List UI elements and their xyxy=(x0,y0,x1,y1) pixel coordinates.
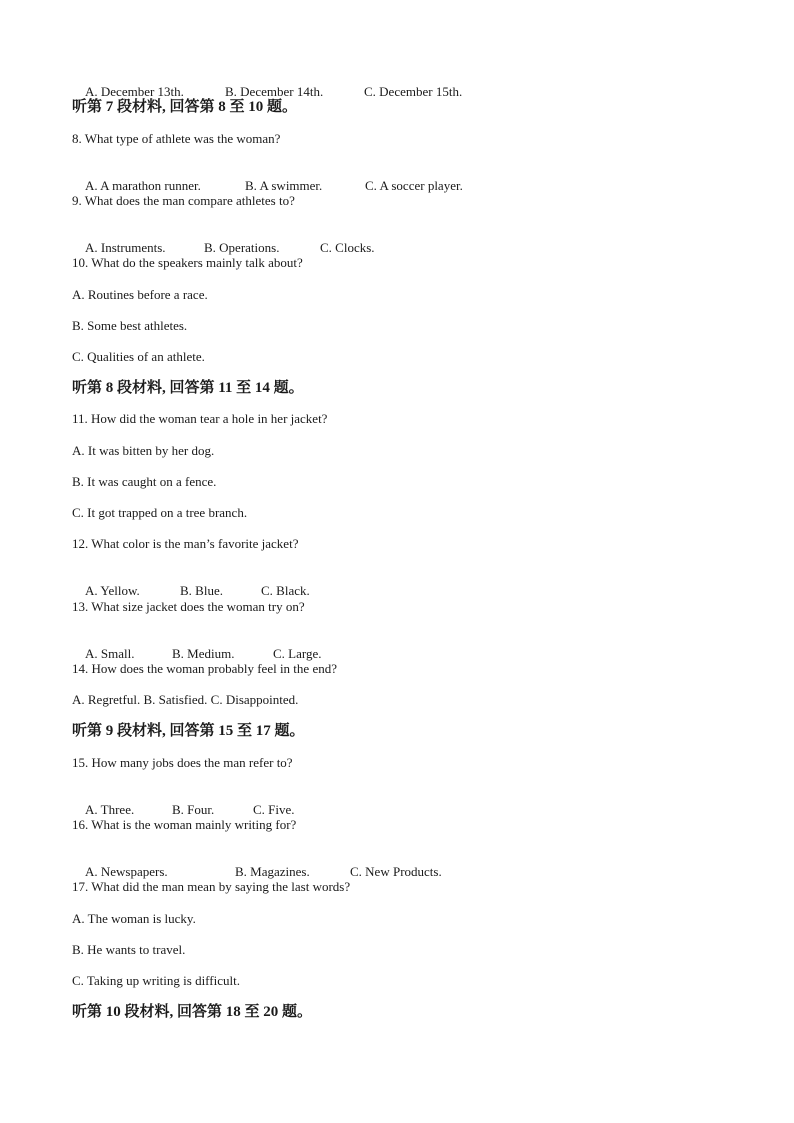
question-8: 8. What type of athlete was the woman? xyxy=(72,131,281,146)
q14-options: A. Regretful. B. Satisfied. C. Disappointed. xyxy=(72,692,299,707)
option-c: C. New Products. xyxy=(350,864,442,879)
question-9: 9. What does the man compare athletes to? xyxy=(72,193,295,208)
q11-option-b: B. It was caught on a fence. xyxy=(72,474,217,489)
question-11: 11. How did the woman tear a hole in her jacket? xyxy=(72,411,328,426)
section-heading-10: 听第 10 段材料, 回答第 18 至 20 题。 xyxy=(72,1004,313,1020)
option-c: C. Large. xyxy=(273,646,322,661)
question-10: 10. What do the speakers mainly talk about? xyxy=(72,255,303,270)
option-b: B. A swimmer. xyxy=(245,178,323,193)
option-c: C. A soccer player. xyxy=(365,178,463,193)
option-b: B. Four. xyxy=(172,802,215,817)
question-17: 17. What did the man mean by saying the last words? xyxy=(72,879,351,894)
option-a: A. Three. xyxy=(85,802,135,817)
option-a: A. Instruments. xyxy=(85,240,166,255)
q10-option-c: C. Qualities of an athlete. xyxy=(72,349,205,364)
option-b: B. Medium. xyxy=(172,646,235,661)
option-a: A. December 13th. xyxy=(85,84,184,99)
option-b: B. Magazines. xyxy=(235,864,310,879)
q10-option-b: B. Some best athletes. xyxy=(72,318,188,333)
option-c: C. December 15th. xyxy=(364,84,463,99)
question-16: 16. What is the woman mainly writing for? xyxy=(72,817,297,832)
q11-option-a: A. It was bitten by her dog. xyxy=(72,443,215,458)
option-c: C. Black. xyxy=(261,583,310,598)
option-c: C. Clocks. xyxy=(320,240,375,255)
option-a: A. A marathon runner. xyxy=(85,178,201,193)
option-b: B. December 14th. xyxy=(225,84,324,99)
question-14: 14. How does the woman probably feel in the end? xyxy=(72,661,337,676)
section-heading-9: 听第 9 段材料, 回答第 15 至 17 题。 xyxy=(72,723,305,739)
option-c: C. Five. xyxy=(253,802,295,817)
option-a: A. Newspapers. xyxy=(85,864,168,879)
section-heading-8: 听第 8 段材料, 回答第 11 至 14 题。 xyxy=(72,380,304,396)
option-a: A. Yellow. xyxy=(85,583,140,598)
q17-option-b: B. He wants to travel. xyxy=(72,942,186,957)
q10-option-a: A. Routines before a race. xyxy=(72,287,208,302)
q11-option-c: C. It got trapped on a tree branch. xyxy=(72,505,248,520)
question-12: 12. What color is the man’s favorite jacket? xyxy=(72,536,299,551)
question-15: 15. How many jobs does the man refer to? xyxy=(72,755,293,770)
question-13: 13. What size jacket does the woman try on? xyxy=(72,599,305,614)
option-a: A. Small. xyxy=(85,646,135,661)
option-b: B. Operations. xyxy=(204,240,280,255)
section-heading-7: 听第 7 段材料, 回答第 8 至 10 题。 xyxy=(72,99,298,115)
q17-option-c: C. Taking up writing is difficult. xyxy=(72,973,240,988)
q17-option-a: A. The woman is lucky. xyxy=(72,911,196,926)
option-b: B. Blue. xyxy=(180,583,223,598)
